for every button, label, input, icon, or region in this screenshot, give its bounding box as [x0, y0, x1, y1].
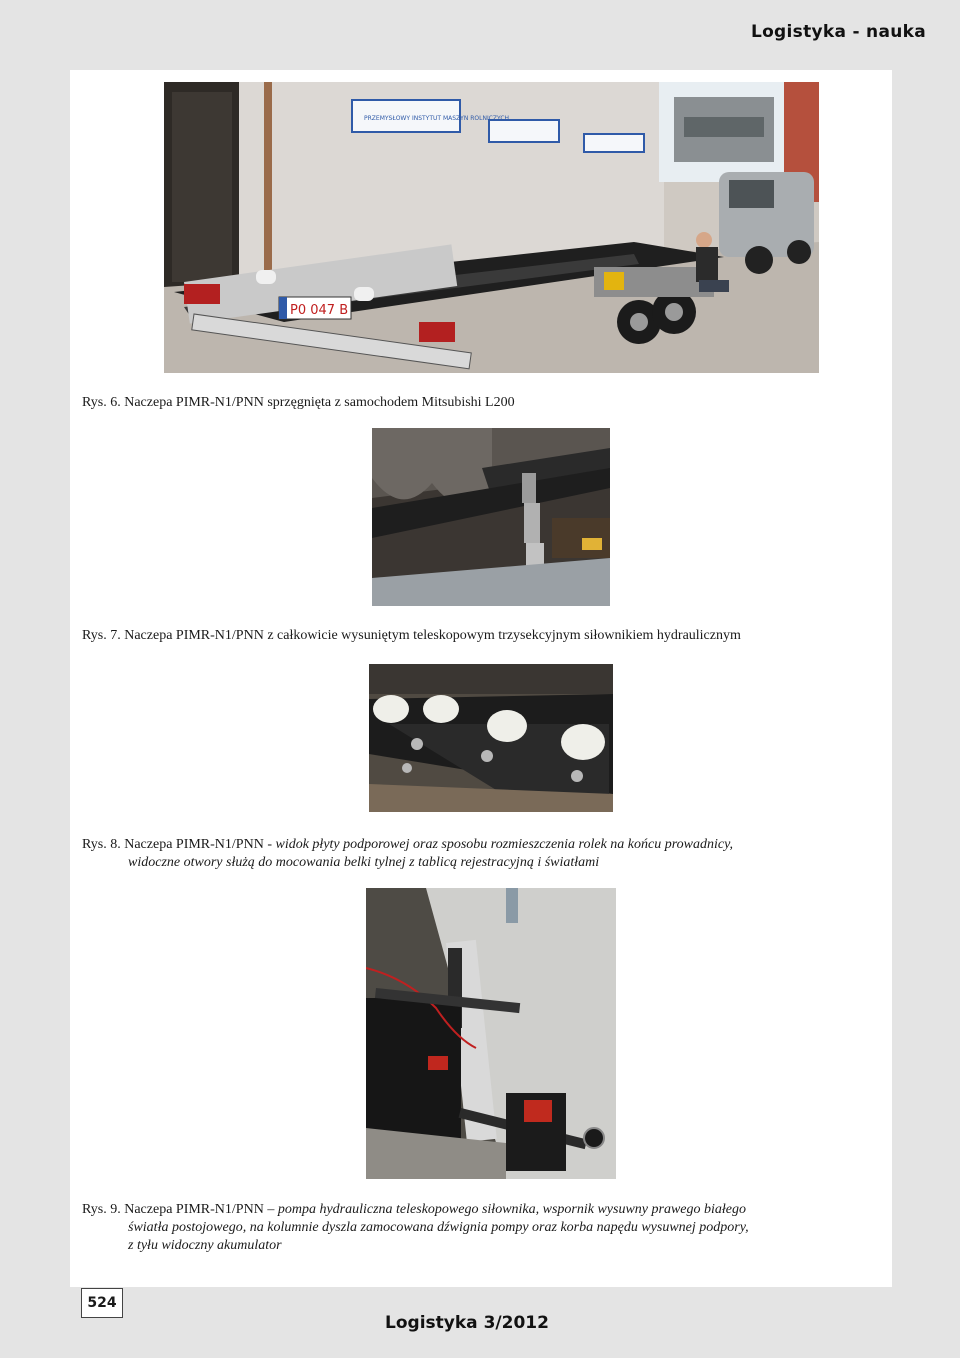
figure-9-number: Rys. 9. [82, 1202, 121, 1217]
figure-9-caption-line2: światła postojowego, na kolumnie dyszla zamocowana dźwignia pompy oraz korba napędu wysuwnej podpory, [128, 1220, 749, 1235]
figure-6-photo [164, 82, 819, 373]
figure-8-caption-lead: Naczepa PIMR-N1/PNN - [124, 837, 272, 852]
figure-9-caption-line3: z tyłu widoczny akumulator [128, 1238, 282, 1253]
figure-9-caption [82, 1201, 749, 1255]
figure-7-caption-text: Naczepa PIMR-N1/PNN z całkowicie wysuniętym teleskopowym trzysekcyjnym siłownikiem hydraulicznym [124, 628, 741, 643]
figure-6-caption [82, 394, 515, 412]
license-plate: P0 047 B [290, 303, 349, 318]
figure-8-caption-line2: widoczne otwory służą do mocowania belki tylnej z tablicą rejestracyjną i światłami [128, 855, 600, 870]
sign-text: PRZEMYSŁOWY INSTYTUT MASZYN ROLNICZYCH [364, 115, 510, 122]
figure-9-caption-lead: Naczepa PIMR-N1/PNN – [124, 1202, 275, 1217]
figure-7-photo [372, 428, 610, 606]
page-number: 524 [81, 1288, 123, 1318]
figure-7-number: Rys. 7. [82, 628, 121, 643]
figure-8-caption [82, 836, 733, 872]
running-header: Logistyka - nauka [750, 22, 926, 42]
figure-6-caption-text: Naczepa PIMR-N1/PNN sprzęgnięta z samochodem Mitsubishi L200 [124, 395, 515, 410]
figure-6-number: Rys. 6. [82, 395, 121, 410]
figure-9-photo [366, 888, 616, 1179]
figure-7-caption [82, 627, 741, 645]
figure-8-number: Rys. 8. [82, 837, 121, 852]
figure-9-caption-text: pompa hydrauliczna teleskopowego siłownika, wspornik wysuwny prawego białego [277, 1202, 747, 1217]
journal-issue: Logistyka 3/2012 [385, 1313, 549, 1333]
figure-8-caption-text: widok płyty podporowej oraz sposobu rozmieszczenia rolek na końcu prowadnicy, [275, 837, 734, 852]
figure-8-photo [369, 664, 613, 812]
running-footer [0, 1313, 960, 1333]
